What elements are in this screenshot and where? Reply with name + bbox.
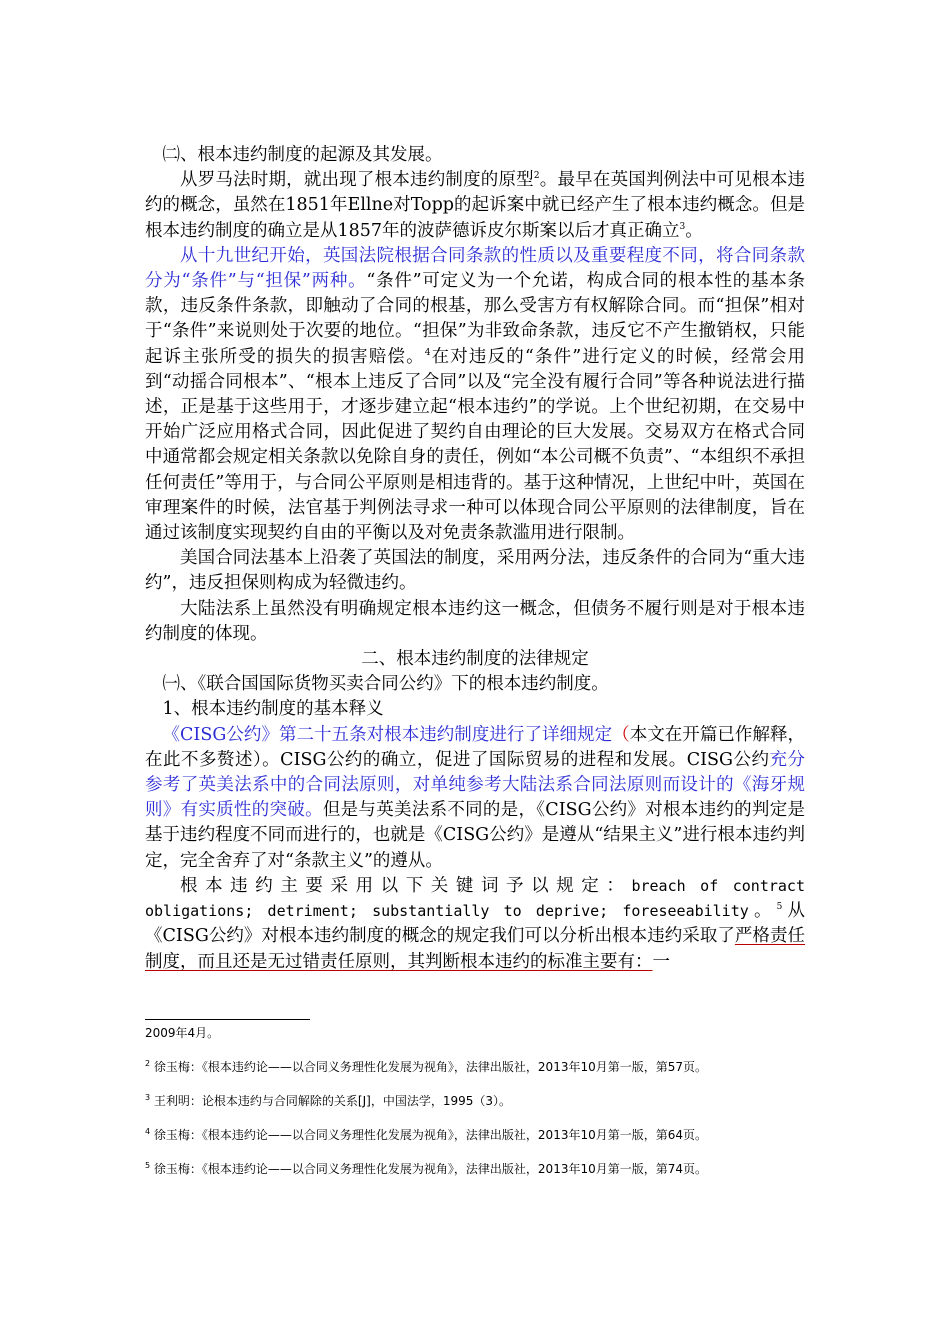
paragraph-cisg-article-25: [145, 723, 805, 874]
paragraph-roman-law-text-c: 。: [685, 220, 703, 241]
paragraph-civil-law: [145, 597, 805, 647]
footnote-2-text: 徐玉梅：《根本违约论——以合同义务理性化发展为视角》，法律出版社，2013年10月第一版，第57页。: [153, 1060, 708, 1074]
underlined-text-strict-liability: 严格责任制度，而且还是无过错责任原则，其判断根本违约的标准主要有：: [145, 926, 805, 972]
paragraph-civil-law-text: 大陆法系上虽然没有明确规定根本违约这一概念，但债务不履行则是对于根本违约制度的体现。: [145, 598, 805, 644]
footnote-3: [145, 1092, 810, 1110]
paragraph-roman-law: [145, 168, 805, 244]
footnote-ref-3[interactable]: 3: [679, 221, 686, 232]
footnote-5: [145, 1160, 810, 1178]
paragraph-roman-law-text-b: 。最早在英国判例法中可见根本违约的概念，虽然在1851年Ellne对Topp的起诉案中就已经产生了根本违约概念。但是根本违约制度的确立是从1857年的波萨德诉皮尔斯案以后才真正确立: [145, 170, 806, 241]
paragraph-keywords-text-c: 从《CISG公约》对根本违约制度的概念的规定我们可以分析出根本违约采取了: [145, 901, 806, 947]
footnote-5-number: 5: [145, 1161, 151, 1170]
highlighted-text-hague-rules: 充分参考了英美法系中的合同法原则，对单纯参考大陆法系合同法原则而设计的《海牙规则》有实质性的突破。: [145, 749, 806, 821]
section-heading-origin-text: ㈡、根本违约制度的起源及其发展。: [162, 145, 443, 165]
footnote-4-number: 4: [145, 1127, 151, 1136]
footnote-2: [145, 1058, 810, 1076]
footnote-ref-2[interactable]: 2: [533, 171, 540, 182]
section-heading-origin: [145, 143, 805, 168]
paragraph-keywords-text-d: 一: [652, 951, 670, 972]
footnote-4-text: 徐玉梅：《根本违约论——以合同义务理性化发展为视角》，法律出版社，2013年10月第一版，第64页。: [153, 1128, 708, 1142]
paragraph-us-law: [145, 546, 805, 596]
highlighted-text-article-25: 《CISG公约》第二十五条对根本违约制度进行了详细规定: [162, 724, 613, 745]
chapter-heading: [145, 647, 805, 672]
paragraph-keywords-text-a: 根本违约主要采用以下关键词予以规定：: [180, 875, 632, 896]
footnote-3-number: 3: [145, 1093, 151, 1102]
chapter-heading-text: 二、根本违约制度的法律规定: [361, 649, 589, 670]
paragraph-english-law: [145, 244, 805, 546]
paragraph-roman-law-text-a: 从罗马法时期，就出现了根本违约制度的原型: [180, 170, 534, 191]
footnote-3-text: 王利明：论根本违约与合同解除的关系[J]，中国法学，1995（3）。: [153, 1094, 512, 1108]
subsection-heading: [145, 697, 805, 722]
keyword-terms: breach of contract obligations; detriment; substantially to deprive; foreseeability: [145, 876, 805, 921]
footnotes-area: [145, 1024, 810, 1194]
footnote-ref-4[interactable]: 4: [424, 347, 431, 358]
paragraph-cisg-text-b: 但是与英美法系不同的是，《CISG公约》对根本违约的判定是基于违约程度不同而进行的，也就是《CISG公约》是遵从“结果主义”进行根本违约判定，完全舍弃了对“条款主义”的遵从。: [145, 800, 805, 871]
footnote-continuation-text: 2009年4月。: [145, 1026, 220, 1040]
paragraph-keywords: [145, 874, 805, 975]
footnote-2-number: 2: [145, 1059, 151, 1068]
footnote-5-text: 徐玉梅：《根本违约论——以合同义务理性化发展为视角》，法律出版社，2013年10月第一版，第74页。: [153, 1162, 708, 1176]
subsection-heading-text: 1、根本违约制度的基本释义: [162, 699, 384, 720]
section-heading-cisg-text: ㈠、《联合国国际货物买卖合同公约》下的根本违约制度。: [162, 674, 609, 695]
footnote-ref-5[interactable]: 5: [776, 902, 783, 913]
section-heading-cisg: [145, 672, 805, 697]
paragraph-english-law-text-b: 在对违反的“条件”进行定义的时候，经常会用到“动摇合同根本”、“根本上违反了合同”以及“完全没有履行合同”等各种说法进行描述，正是基于这些用于，才逐步建立起“根本违约”的学说。上个世纪初期，在交易中开始广泛应用格式合同，因此促进了契约自由理论的巨大发展。交易双方在格式合同中通常都会规定相关条款以免除自身的责任，例如“本公司概不负责”、“本组织不承担任何责任”等用于，与合同公平原则是相违背的。基于这种情况，上世纪中叶，英国在审理案件的时候，法官基于判例法寻求一种可以体现合同公平原则的法律制度，旨在通过该制度实现契约自由的平衡以及对免责条款滥用进行限制。: [145, 346, 805, 544]
paragraph-cisg-text-a: 本文在开篇已作解释，在此不多赘述）。CISG公约的确立，促进了国际贸易的进程和发展。CISG公约: [145, 724, 806, 770]
footnote-4: [145, 1126, 810, 1144]
red-parenthesis: （: [612, 724, 630, 745]
paragraph-keywords-period: 。: [748, 901, 777, 922]
paragraph-english-law-text-a: “条件”可定义为一个允诺，构成合同的根本性的基本条款，违反条件条款，即触动了合同的根基，那么受害方有权解除合同。而“担保”相对于“条件”来说则处于次要的地位。“担保”为非致命条款，违反它不产生撤销权，只能起诉主张所受的损失的损害赔偿。: [145, 271, 805, 367]
footnote-continuation: [145, 1024, 810, 1042]
paragraph-us-law-text: 美国合同法基本上沿袭了英国法的制度，采用两分法，违反条件的合同为“重大违约”，违反担保则构成为轻微违约。: [145, 548, 805, 594]
footnote-separator: [145, 1019, 310, 1020]
highlighted-text-conditions-warranties: 从十九世纪开始，英国法院根据合同条款的性质以及重要程度不同，将合同条款分为“条件”与“担保”两种。: [145, 245, 805, 292]
document-body: [145, 143, 805, 975]
